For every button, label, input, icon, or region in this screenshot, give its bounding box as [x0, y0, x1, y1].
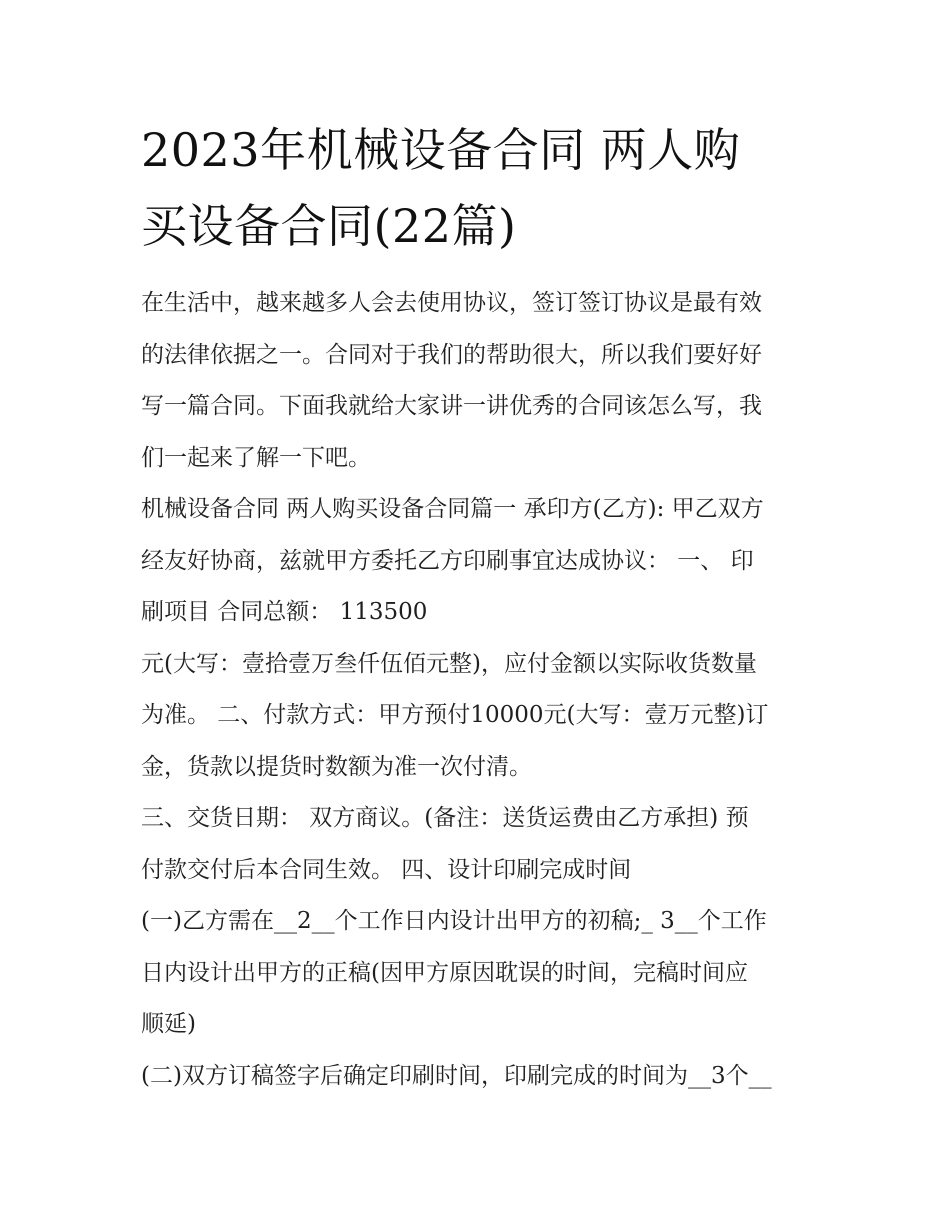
text-line: 们一起来了解一下吧。: [141, 444, 371, 471]
document-body: [141, 278, 811, 1102]
document-title: [141, 112, 811, 264]
text-line: 的法律依据之一。合同对于我们的帮助很大，所以我们要好好: [141, 341, 762, 368]
text-line: 为准。 二、付款方式：甲方预付10000元(大写：壹万元整)订: [141, 702, 769, 728]
paragraph-design-time: [141, 896, 811, 1051]
text-line: 付款交付后本合同生效。 四、设计印刷完成时间: [141, 856, 632, 883]
paragraph-contract-one: [141, 484, 811, 639]
text-line: (一)乙方需在__2__个工作日内设计出甲方的初稿;_ 3__个工作: [141, 908, 767, 934]
text-line: 在生活中，越来越多人会去使用协议，签订签订协议是最有效: [141, 290, 762, 316]
text-line: 写一篇合同。下面我就给大家讲一讲优秀的合同该怎么写，我: [141, 393, 762, 419]
document-content: [141, 112, 811, 1102]
text-line: (二)双方订稿签字后确定印刷时间，印刷完成的时间为__3个__: [141, 1062, 772, 1089]
paragraph-intro: [141, 278, 811, 484]
paragraph-payment: [141, 639, 811, 794]
text-line: 刷项目 合同总额： 113500: [141, 599, 428, 625]
text-line: 金，货款以提货时数额为准一次付清。: [141, 753, 532, 780]
text-line: 元(大写：壹拾壹万叁仟伍佰元整)，应付金额以实际收货数量: [141, 650, 757, 677]
paragraph-print-time: [141, 1051, 811, 1103]
text-line: 机械设备合同 两人购买设备合同篇一 承印方(乙方): 甲乙双方: [141, 496, 764, 522]
title-line-1: 2023年机械设备合同 两人购: [141, 123, 741, 177]
text-line: 顺延): [141, 1011, 196, 1037]
text-line: 经友好协商，兹就甲方委托乙方印刷事宜达成协议： 一、 印: [141, 547, 754, 574]
paragraph-delivery: [141, 793, 811, 896]
text-line: 日内设计出甲方的正稿(因甲方原因耽误的时间，完稿时间应: [141, 959, 748, 986]
title-line-2: 买设备合同(22篇): [141, 199, 517, 253]
text-line: 三、交货日期： 双方商议。(备注：送货运费由乙方承担) 预: [141, 805, 749, 831]
